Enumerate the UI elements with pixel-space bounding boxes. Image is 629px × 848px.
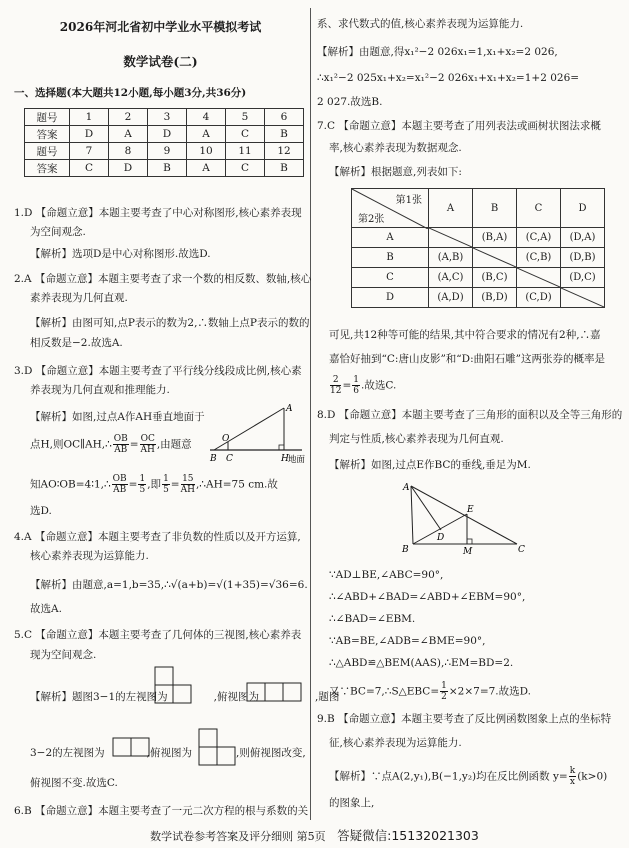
- label-h: H: [281, 454, 289, 464]
- frac-num: k: [569, 766, 576, 776]
- cube-face: [247, 683, 265, 701]
- q8-analysis-line4: ∴∠BAD=∠EBM.: [329, 613, 416, 625]
- text-span: 【解析】题图3−1的左视图为: [30, 691, 168, 703]
- table-row: [25, 143, 304, 160]
- q7-intent-cont: 率,核心素养表现为数据观念.: [329, 142, 462, 154]
- q6-analysis-line2: ∴x₁²−2 025x₁+x₂=x₁²−2 026x₁+x₁+x₂=1+2 026=: [317, 72, 580, 84]
- table-cell-diagonal: [473, 248, 517, 268]
- probability-table: [351, 188, 605, 308]
- footer-contact: 答疑微信:15132021303: [337, 828, 479, 843]
- diagonal-line: [517, 268, 560, 287]
- label-b: B: [402, 545, 409, 555]
- q3-analysis-line4: 选D.: [30, 505, 52, 517]
- q1-intent: 1.D 【命题立意】本题主要考查了中心对称图形,核心素养表现: [14, 207, 302, 219]
- table-cell: 5: [226, 109, 265, 126]
- table-row-label: 答案: [25, 126, 70, 143]
- frac-den: AH: [140, 445, 155, 455]
- cell-diagonal: [429, 228, 472, 247]
- section-heading: 一、选择题(本大题共12小题,每小题3分,共36分): [14, 87, 247, 99]
- table-row: [25, 126, 304, 143]
- q6-intent-cont: 系、求代数式的值,核心素养表现为运算能力.: [317, 18, 524, 30]
- text-span: 点H,则OC∥AH,∴: [30, 438, 112, 451]
- table-cell: B: [265, 126, 304, 143]
- q4-intent-cont: 核心素养表现为运算能力.: [30, 550, 149, 562]
- q9-analysis: [329, 766, 607, 787]
- table-cell: C: [70, 160, 109, 177]
- table-cell-diagonal: [517, 268, 561, 288]
- q3-analysis-line2: 点H,则OC∥AH,∴ $\frac{OB}{AB}$ = $\frac{OC}{AH}$ ,由题意: [30, 434, 192, 455]
- label-b: B: [210, 454, 217, 464]
- label-ground: 地面: [288, 455, 306, 465]
- table-cell: D: [109, 160, 148, 177]
- column-header: A: [429, 189, 473, 228]
- column-header: C: [517, 189, 561, 228]
- frac-den: 5: [139, 485, 146, 495]
- table-row-label: 答案: [25, 160, 70, 177]
- text-span: ,则俯视图改变,: [236, 747, 306, 759]
- q5-analysis-line3: 俯视图不变.故选C.: [30, 777, 118, 789]
- table-cell: C: [226, 160, 265, 177]
- text-span: 又∵BC=7,∴S△EBC=: [329, 685, 440, 698]
- table-cell: 7: [70, 143, 109, 160]
- right-angle-mark: [467, 539, 472, 544]
- answer-table: [24, 108, 304, 177]
- frac-den: 5: [163, 485, 169, 495]
- text-span: ,题图: [315, 691, 340, 703]
- q6-intent: 6.B 【命题立意】本题主要考查了一元二次方程的根与系数的关: [14, 805, 309, 817]
- table-row: [352, 288, 605, 308]
- fraction: [140, 434, 156, 455]
- frac-num: 1: [139, 474, 146, 484]
- segment-ab: [411, 486, 413, 544]
- diagonal-line: [561, 288, 604, 307]
- q4-analysis-cont: 故选A.: [30, 603, 62, 615]
- text-span: ×2×7=7.故选D.: [448, 685, 532, 698]
- corner-top-label: 第1张: [395, 195, 422, 206]
- frac-num: OB: [112, 474, 127, 484]
- frac-den: AB: [113, 485, 127, 495]
- table-cell: (D,A): [561, 228, 605, 248]
- q8-analysis: 【解析】如图,过点E作BC的垂线,垂足为M.: [329, 459, 531, 471]
- table-row-label: 题号: [25, 143, 70, 160]
- fraction: [113, 434, 129, 455]
- label-d: D: [437, 533, 445, 543]
- frac-den: AB: [114, 445, 128, 455]
- text-span: (k>0): [577, 770, 608, 783]
- table-cell: (C,A): [517, 228, 561, 248]
- q1-analysis: 【解析】选项D是中心对称图形.故选D.: [30, 248, 211, 260]
- q8-analysis-line3: ∴∠ABD+∠BAD=∠ABD+∠EBM=90°,: [329, 591, 526, 603]
- table-cell: 3: [148, 109, 187, 126]
- cube-face: [113, 738, 131, 756]
- q2-intent: 2.A 【命题立意】本题主要考查了求一个数的相反数、数轴,核心: [14, 273, 312, 285]
- q7-analysis-line3: 嘉恰好抽到“C:唐山皮影”和“D:曲阳石雕”这两张券的概率是: [329, 353, 605, 365]
- frac-den: 6: [353, 386, 359, 396]
- q7-intent: 7.C 【命题立意】本题主要考查了用列表法或画树状图法求概: [317, 120, 601, 132]
- fraction: [138, 474, 146, 495]
- fraction: [330, 375, 341, 396]
- q1-intent-cont: 为空间观念.: [30, 226, 86, 238]
- table-cell: (B,A): [473, 228, 517, 248]
- q9-intent: 9.B 【命题立意】本题主要考查了反比例函数图象上点的坐标特: [317, 713, 612, 725]
- cube-face: [131, 738, 149, 756]
- table-row-label: 题号: [25, 109, 70, 126]
- table-cell: A: [187, 126, 226, 143]
- q3-intent-cont: 养表现为几何直观和推理能力.: [30, 384, 170, 396]
- table-cell: 9: [148, 143, 187, 160]
- table-cell: B: [265, 160, 304, 177]
- column-header: B: [473, 189, 517, 228]
- table-cell: 4: [187, 109, 226, 126]
- table-cell: A: [187, 160, 226, 177]
- q9-intent-cont: 征,核心素养表现为运算能力.: [329, 737, 462, 749]
- text-span: ,∴AH=75 cm.故: [195, 478, 278, 491]
- q4-intent: 4.A 【命题立意】本题主要考查了非负数的性质以及开方运算,: [14, 531, 301, 543]
- label-o: O: [222, 434, 230, 444]
- q3-intent: 3.D 【命题立意】本题主要考查了平行线分线段成比例,核心素: [14, 365, 302, 377]
- segment-ac: [411, 486, 517, 544]
- q2-intent-cont: 素养表现为几何直观.: [30, 292, 128, 304]
- right-angle-mark: [279, 445, 284, 450]
- table-row: [352, 228, 605, 248]
- fraction: [112, 474, 128, 495]
- table-cell: 10: [187, 143, 226, 160]
- table-row: [25, 109, 304, 126]
- table-cell: D: [70, 126, 109, 143]
- row-header: A: [352, 228, 429, 248]
- table-cell: (C,B): [517, 248, 561, 268]
- q6-analysis-line3: 2 027.故选B.: [317, 96, 383, 108]
- footer-text: 数学试卷参考答案及评分细则 第5页: [150, 830, 326, 843]
- table-cell: (D,B): [561, 248, 605, 268]
- label-a: A: [286, 404, 293, 414]
- frac-num: OB: [113, 434, 128, 444]
- cube-face: [283, 683, 301, 701]
- diagonal-line: [429, 228, 472, 247]
- fraction: [440, 681, 448, 702]
- q5-top-view-2: [198, 728, 238, 768]
- table-cell: (A,C): [429, 268, 473, 288]
- cube-face: [199, 747, 217, 765]
- q5-intent-cont: 现为空间观念.: [30, 649, 97, 661]
- frac-den: 2: [441, 692, 447, 702]
- q5-left-view-2: [112, 737, 152, 759]
- table-row: [25, 160, 304, 177]
- q8-analysis-line2: ∵AD⊥BE,∠ABC=90°,: [329, 569, 444, 581]
- row-header: D: [352, 288, 429, 308]
- q8-intent: 8.D 【命题立意】本题主要考查了三角形的面积以及全等三角形的: [317, 409, 623, 421]
- q3-analysis-line3: 知AO∶OB=4∶1,∴ $\frac{OB}{AB}$ = $\frac{1}{5}$ ,即 $\frac{1}{5}$ = $\frac{15}{AH}$ ,∴AH=75 cm.故: [30, 474, 278, 495]
- frac-num: 1: [163, 474, 169, 484]
- cube-face: [199, 729, 217, 747]
- diagonal-line: [473, 248, 516, 267]
- paper-title: 数学试卷(二): [123, 54, 198, 69]
- page-footer: [0, 826, 629, 844]
- frac-den: 12: [330, 386, 342, 396]
- q8-analysis-line6: ∴△ABD≌△BEM(AAS),∴EM=BD=2.: [329, 657, 514, 669]
- cell-diagonal: [561, 288, 604, 307]
- table-corner: [352, 189, 429, 228]
- table-cell: B: [148, 160, 187, 177]
- q7-analysis-line2: 可见,共12种等可能的结果,其中符合要求的情况有2种,∴嘉: [329, 329, 601, 341]
- text-span: ,即: [147, 478, 162, 491]
- q5-intent: 5.C 【命题立意】本题主要考查了几何体的三视图,核心素养表: [14, 629, 302, 641]
- row-header: C: [352, 268, 429, 288]
- label-a: A: [403, 483, 410, 493]
- q5-analysis-line2: [30, 746, 306, 760]
- q4-analysis: 【解析】由题意,a=1,b=35,∴√(a+b)=√(1+35)=√36=6.: [30, 579, 308, 591]
- exam-title: 2026年河北省初中学业水平模拟考试: [59, 20, 262, 34]
- label-c: C: [226, 454, 233, 464]
- q8-analysis-line7: [329, 681, 531, 702]
- table-cell: 12: [265, 143, 304, 160]
- frac-den: x: [569, 777, 575, 787]
- cube-face: [217, 747, 235, 765]
- table-row: [352, 268, 605, 288]
- q9-analysis-line2: 的图象上,: [329, 797, 375, 809]
- fraction: [181, 474, 195, 495]
- q8-analysis-line5: ∵AB=BE,∠ADB=∠BME=90°,: [329, 635, 486, 647]
- table-cell: (A,B): [429, 248, 473, 268]
- frac-num: 1: [441, 681, 447, 691]
- cell-diagonal: [473, 248, 516, 267]
- segment-ad: [411, 486, 441, 530]
- table-row: [352, 189, 605, 228]
- q5-top-view-1: [246, 682, 302, 704]
- table-cell: (D,C): [561, 268, 605, 288]
- q8-figure: [399, 480, 529, 558]
- table-cell-diagonal: [429, 228, 473, 248]
- text-span: 知AO∶OB=4∶1,∴: [30, 478, 111, 491]
- text-span: 3−2的左视图为: [30, 747, 105, 759]
- q2-analysis: 【解析】由图可知,点P表示的数为2,∴数轴上点P表示的数的: [30, 317, 310, 329]
- q6-analysis: 【解析】由题意,得x₁²−2 026x₁=1,x₁+x₂=2 026,: [317, 46, 558, 58]
- q5-left-view-1: [154, 666, 194, 706]
- table-cell: 8: [109, 143, 148, 160]
- q3-analysis: 【解析】如图,过点A作AH垂直地面于: [30, 411, 205, 423]
- column-header: D: [561, 189, 605, 228]
- frac-num: 2: [330, 375, 341, 386]
- table-cell: (B,C): [473, 268, 517, 288]
- table-cell: (A,D): [429, 288, 473, 308]
- table-cell: 11: [226, 143, 265, 160]
- table-row: [352, 248, 605, 268]
- text-span: ,由题意: [156, 438, 192, 451]
- cube-face: [155, 685, 173, 703]
- fraction: [352, 375, 360, 396]
- fraction: [569, 766, 576, 787]
- text-span: ,俯视图为: [213, 691, 260, 703]
- label-m: M: [463, 547, 473, 557]
- frac-num: 15: [182, 474, 194, 484]
- cube-face: [173, 685, 191, 703]
- table-cell: 1: [70, 109, 109, 126]
- q7-analysis: 【解析】根据题意,列表如下:: [329, 166, 462, 178]
- q7-analysis-line4: $\frac{2}{12}$ = $\frac{1}{6}$ .故选C.: [330, 375, 397, 396]
- frac-den: AH: [180, 485, 195, 495]
- fraction: [162, 474, 170, 495]
- table-cell: C: [226, 126, 265, 143]
- text-span: 【解析】∵点A(2,y₁),B(−1,y₂)均在反比例函数 y=: [329, 770, 568, 783]
- cube-face: [265, 683, 283, 701]
- frac-num: 1: [353, 375, 359, 385]
- corner-bottom-label: 第2张: [358, 214, 385, 225]
- q8-intent-cont: 判定与性质,核心素养表现为几何直观.: [329, 433, 504, 445]
- table-cell: D: [148, 126, 187, 143]
- table-cell: A: [109, 126, 148, 143]
- table-cell: (B,D): [473, 288, 517, 308]
- label-c: C: [518, 545, 525, 555]
- table-cell: (C,D): [517, 288, 561, 308]
- table-cell: 6: [265, 109, 304, 126]
- frac-num: OC: [140, 434, 155, 444]
- cell-diagonal: [517, 268, 560, 287]
- label-e: E: [467, 505, 474, 515]
- table-cell: 2: [109, 109, 148, 126]
- q3-figure: [202, 402, 307, 468]
- table-cell-diagonal: [561, 288, 605, 308]
- text-span: .故选C.: [361, 379, 397, 392]
- q2-analysis-cont: 相反数是−2.故选A.: [30, 337, 123, 349]
- text-span: ,俯视图为: [146, 747, 193, 759]
- cube-face: [155, 667, 173, 685]
- row-header: B: [352, 248, 429, 268]
